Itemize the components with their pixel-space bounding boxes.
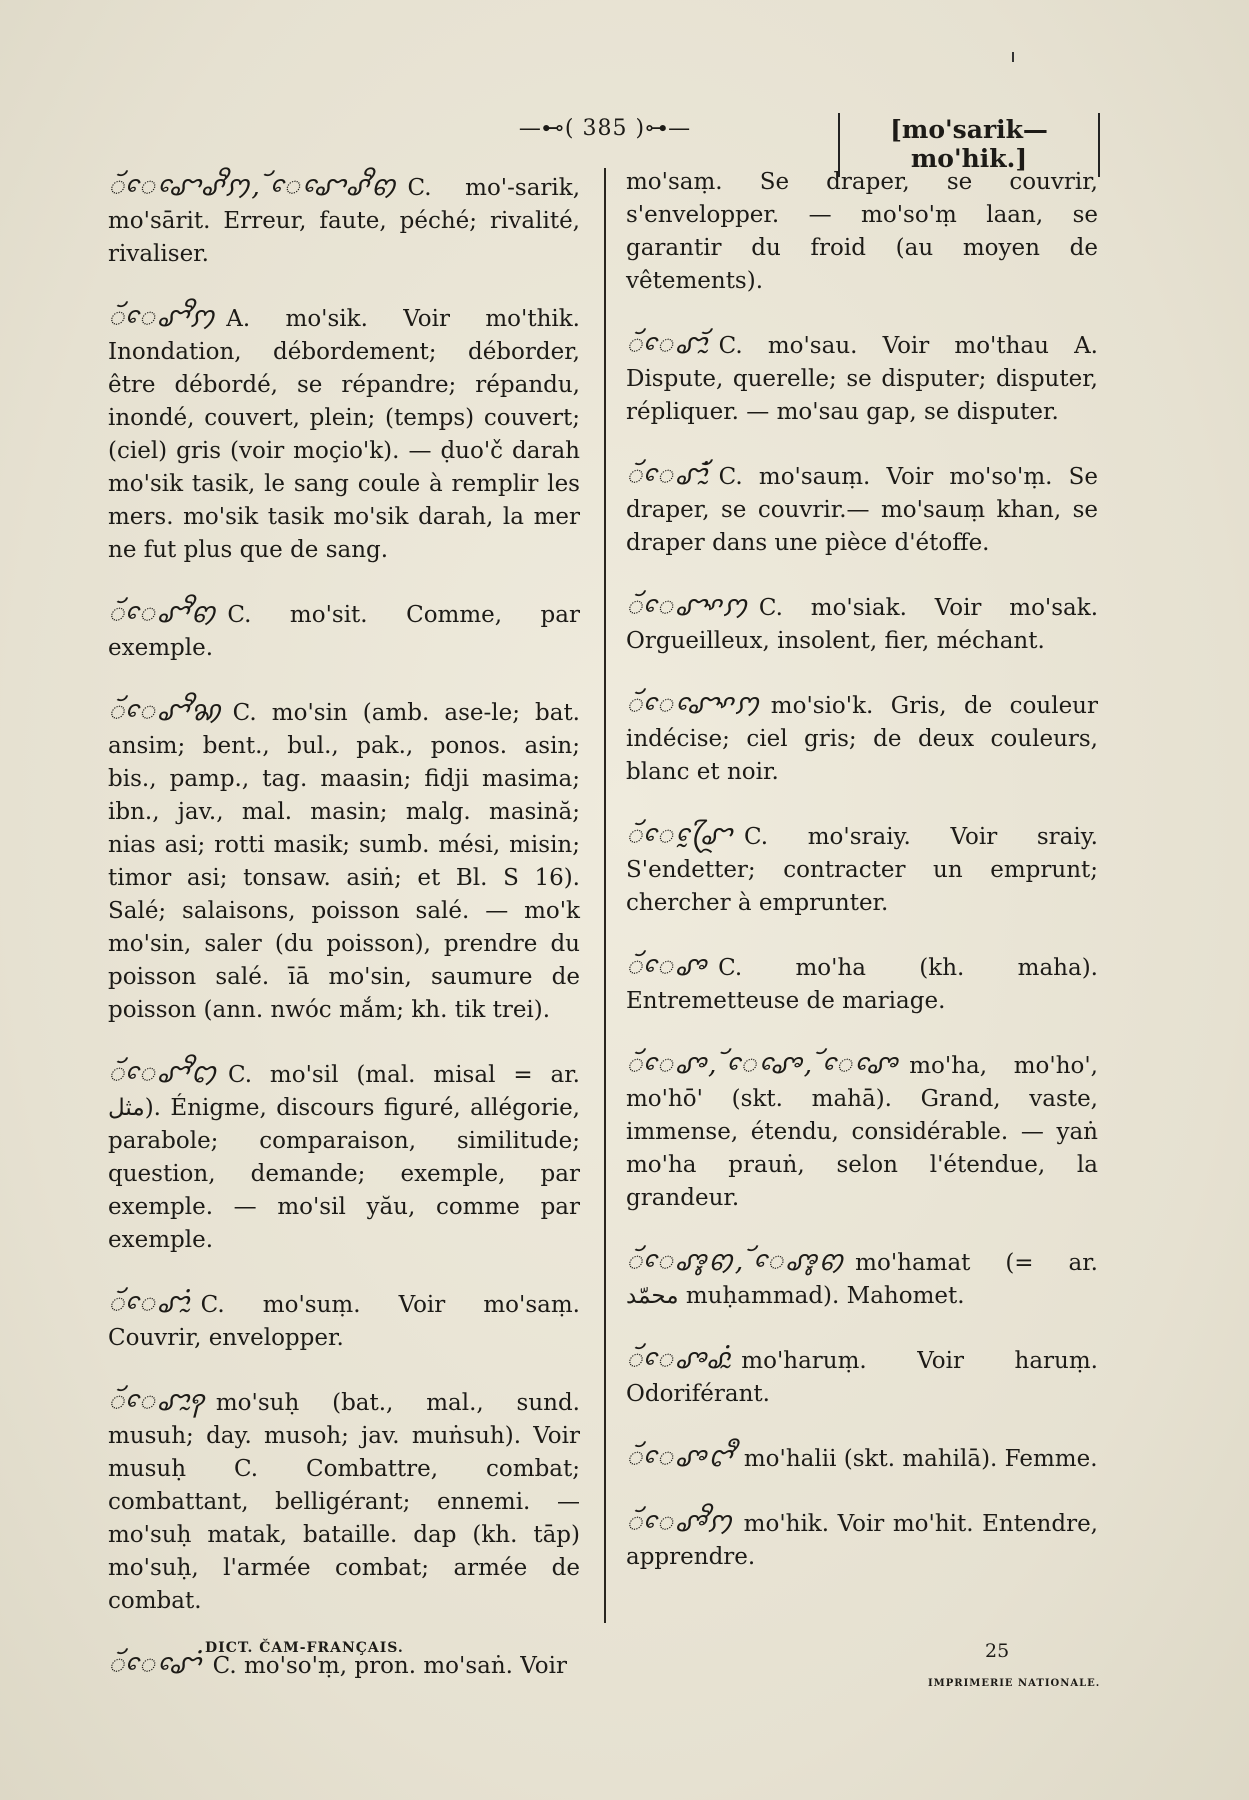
dictionary-entry (626, 1506, 1098, 1574)
dictionary-entry (626, 1245, 1098, 1313)
entry-text: C. mo'suṃ. Voir mo'saṃ. Couvrir, envelopper. (108, 1292, 580, 1351)
dictionary-entry (626, 328, 1098, 429)
dictionary-entry (108, 695, 580, 1027)
cham-script: ꨮꨯꨨꨣꨭꩌ (626, 1344, 732, 1375)
margin-mark (1012, 52, 1014, 62)
cham-script: ꨮꨯꨧꨭꩌ (108, 1288, 191, 1319)
entry-text: C. mo'sil (mal. misal = ar. مثل). Énigme, discours figuré, allégorie, parabole; comparaison, similitude; question, demande; exemple, par exemple. — mo'sil yău, comme par exemple. (108, 1062, 580, 1253)
cham-script: ꨮꨯꨨꨤꨫ (626, 1442, 734, 1473)
dictionary-entry (108, 1287, 580, 1355)
entry-text: C. mo'siak. Voir mo'sak. Orgueilleux, insolent, fier, méchant. (626, 595, 1098, 654)
entry-text: C. mo'sit. Comme, par exemple. (108, 602, 580, 661)
dictionary-entry (626, 1343, 1098, 1411)
entry-text: C. mo'ha (kh. maha). Entremetteuse de mariage. (626, 955, 1098, 1014)
cham-script: ꨮꨯꨧꨴꨰ (626, 820, 734, 851)
cham-script: ꨮꨯꨨ, ꨮꨯꨨꨯ, ꨮꨯꨨꨯ (626, 1049, 900, 1080)
dictionary-entry (108, 597, 580, 665)
cham-script: ꨮꨯꨧꨯꩌ (108, 1649, 203, 1680)
cham-script: ꨮꨯꨧꨳꨯꩀ (626, 689, 761, 720)
entry-text: C. mo'sin (amb. ase-le; bat. ansim; bent., bul., pak., ponos. asin; bis., pamp., tag. maasin; fidji masima; ibn., jav., mal. masin; malg. masină; nias asi; rotti masik; sumb. mési, misin; timor asi; tonsaw. asiṅ; et Bl. S 16). Salé; salaisons, poisson salé. — mo'k mo'sin, saler (du poisson), prendre du poisson salé. īā mo'sin, saumure de poisson (ann. nwóc mắm; kh. tik trei). (108, 700, 580, 1023)
signature-mark: 25 (985, 1640, 1010, 1662)
column-divider (604, 168, 606, 1623)
entry-text: C. mo'sauṃ. Voir mo'so'ṃ. Se draper, se couvrir.— mo'sauṃ khan, se draper dans une pièce d'étoffe. (626, 464, 1098, 556)
dictionary-entry (108, 1057, 580, 1257)
dictionary-entry (626, 1048, 1098, 1215)
cham-script: ꨮꨯꨧꨪꩅ (108, 598, 218, 629)
page-number: —⊷( 385 )⊶— (518, 116, 692, 141)
entry-text: A. mo'sik. Voir mo'thik. Inondation, débordement; déborder, être débordé, se répandre; répandu, inondé, couvert, plein; (temps) couvert; (ciel) gris (voir moçio'k). — ḍuo'č darah mo'sik tasik, le sang coule à remplir les mers. mo'sik tasik mo'sik darah, la mer ne fut plus que de sang. (108, 306, 580, 563)
left-column (108, 170, 580, 1713)
cham-script: ꨮꨯꨧꨯꨣꨪꩀ, ꨮꨯꨧꨯꨣꨪꩅ (108, 171, 398, 202)
right-column (626, 166, 1098, 1604)
cham-script: ꨮꨯꨨꨶꩅ, ꨮꨯꨨꨶꩅ (626, 1246, 846, 1277)
entry-text: mo'suḥ (bat., mal., sund. musuh; day. musoh; jav. muṅsuh). Voir musuḥ C. Combattre, combat; combattant, belligérant; ennemi. — mo'suḥ matak, bataille. dap (kh. tāp) mo'suḥ, l'armée combat; armée de combat. (108, 1390, 580, 1614)
entry-text: mo'sio'k. Gris, de couleur indécise; ciel gris; de deux couleurs, blanc et noir. (626, 693, 1098, 785)
entry-text: mo'ha, mo'ho', mo'hō' (skt. mahā). Grand, vaste, immense, étendu, considérable. — yaṅ mo'ha prauṅ, selon l'étendue, la grandeur. (626, 1053, 1098, 1211)
dictionary-entry (626, 819, 1098, 920)
entry-text: mo'halii (skt. mahilā). Femme. (743, 1446, 1098, 1472)
dictionary-entry-continued (626, 166, 1098, 298)
entry-text: mo'haruṃ. Voir haruṃ. Odoriférant. (626, 1348, 1098, 1407)
cham-script: ꨮꨯꨧꨪꩆ (108, 696, 223, 727)
dictionary-entry (108, 170, 580, 271)
dictionary-entry (108, 1385, 580, 1618)
entry-range-header: [mo'sarik—mo'hik.] (838, 113, 1100, 177)
cham-script: ꨮꨯꨨꨪꩀ (626, 1507, 734, 1538)
printer-imprint: IMPRIMERIE NATIONALE. (928, 1678, 1101, 1689)
entry-text: mo'hik. Voir mo'hit. Entendre, apprendre. (626, 1511, 1098, 1570)
dictionary-entry (108, 301, 580, 567)
cham-script: ꨮꨯꨧꨭꩍ (108, 1386, 206, 1417)
entry-text: C. mo'-sarik, mo'sārit. Erreur, faute, péché; rivalité, rivaliser. (108, 175, 580, 267)
entry-text: mo'hamat (= ar. محمّد muḥammad). Mahomet. (626, 1250, 1098, 1309)
cham-script: ꨮꨯꨧꨳꩀ (626, 591, 749, 622)
dictionary-entry (626, 688, 1098, 789)
dictionary-entry (626, 459, 1098, 560)
cham-script: ꨮꨯꨧꨮꨭ (626, 329, 709, 360)
cham-script: ꨮꨯꨧꨮꨭꩌ (626, 460, 709, 491)
cham-script: ꨮꨯꨧꨪꩀ (108, 302, 217, 333)
dictionary-entry (626, 590, 1098, 658)
cham-script: ꨮꨯꨨ (626, 951, 709, 982)
entry-text: C. mo'so'ṃ, pron. mo'saṅ. Voir (212, 1653, 567, 1679)
dictionary-entry (626, 950, 1098, 1018)
entry-text: C. mo'sau. Voir mo'thau A. Dispute, querelle; se disputer; disputer, répliquer. — mo'sau gap, se disputer. (626, 333, 1098, 425)
dictionary-entry (626, 1441, 1098, 1476)
footer-title: DICT. ČAM-FRANÇAIS. (205, 1640, 404, 1656)
entry-text: mo'saṃ. Se draper, se couvrir, s'envelopper. — mo'so'ṃ laan, se garantir du froid (au moyen de vêtements). (626, 169, 1098, 294)
cham-script: ꨮꨯꨧꨪꩊ (108, 1058, 218, 1089)
entry-text: C. mo'sraiy. Voir sraiy. S'endetter; contracter un emprunt; chercher à emprunter. (626, 824, 1098, 916)
